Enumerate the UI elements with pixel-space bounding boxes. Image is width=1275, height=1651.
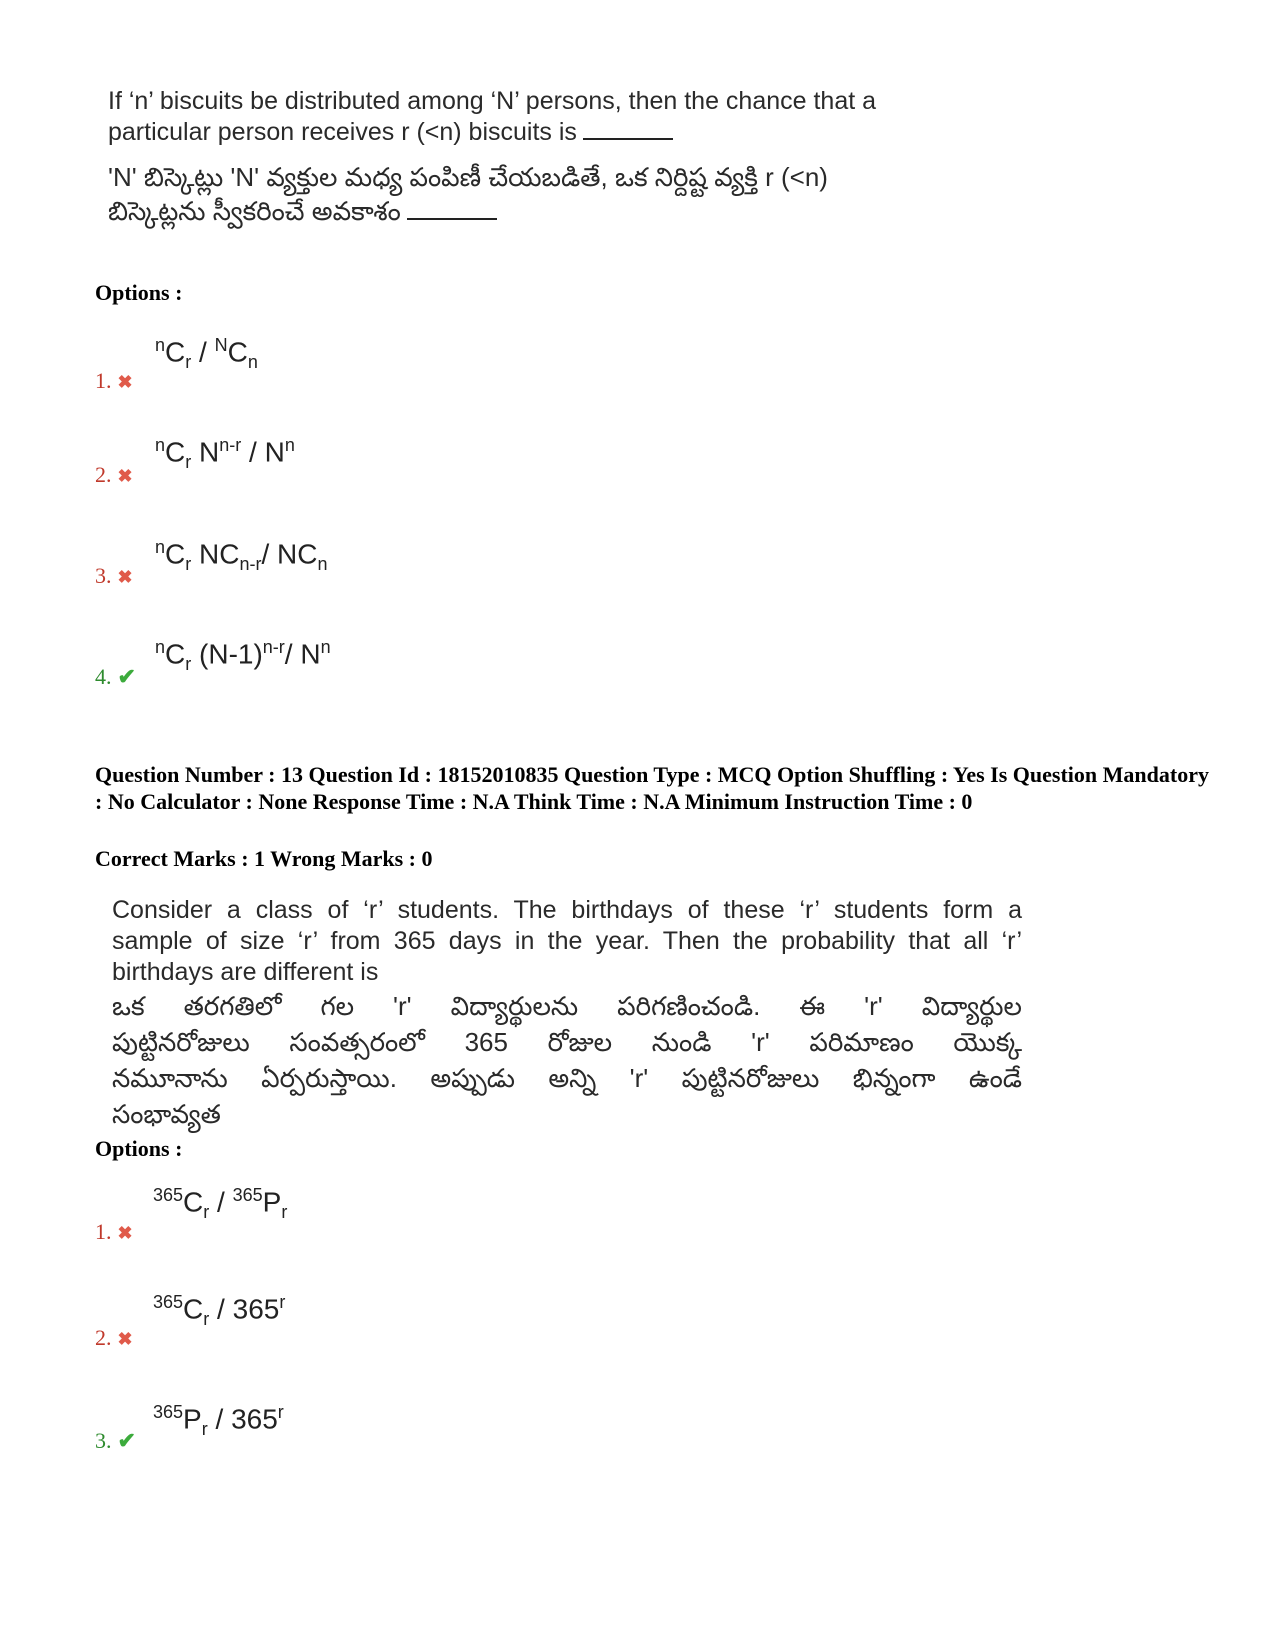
q13-text-te-line4: సంభావ్యత <box>112 1099 221 1129</box>
q13-question-text <box>112 895 1022 1132</box>
q12-options-label: Options : <box>95 280 183 305</box>
formula-sub: r <box>203 1308 210 1329</box>
option-number: 3. <box>95 563 112 588</box>
option-number: 4. <box>95 664 112 689</box>
formula-sub: r <box>185 351 192 372</box>
formula-sup: n <box>284 435 295 455</box>
wrong-cross-icon: ✖ <box>117 1329 133 1349</box>
formula-sep: / 365 <box>209 1293 280 1325</box>
option-number: 2. <box>95 1325 112 1350</box>
q12-text-te-line2 <box>108 194 1008 228</box>
formula-sub: r <box>203 1201 210 1222</box>
q13-option-2[interactable] <box>95 1325 133 1351</box>
formula-term: N <box>191 436 220 468</box>
wrong-cross-icon: ✖ <box>117 1223 133 1243</box>
q13-option-3-formula <box>153 1402 284 1440</box>
q13-meta-info: Question Number : 13 Question Id : 18152010835 Question Type : MCQ Option Shuffling : Yes Is Question Mandatory : No Calculator : None Response Time : N.A Think Time : N.A Minimum Instruction Time : 0 <box>95 762 1209 814</box>
formula-sup: n <box>155 637 166 657</box>
formula-sub: n-r <box>239 553 262 574</box>
formula-term: C <box>183 1186 204 1218</box>
formula-sep: / N <box>284 638 321 670</box>
formula-term: C <box>165 436 186 468</box>
formula-sup: 365 <box>153 1185 184 1205</box>
wrong-cross-icon: ✖ <box>117 466 133 486</box>
formula-term: C <box>227 336 248 368</box>
answer-blank <box>583 137 673 140</box>
q12-text-en-line2 <box>108 117 1008 148</box>
correct-check-icon: ✔ <box>117 664 136 689</box>
q12-option-2[interactable] <box>95 462 133 488</box>
q12-option-4-formula <box>155 637 331 675</box>
q13-marks-info: Correct Marks : 1 Wrong Marks : 0 <box>95 846 433 871</box>
formula-sup: r <box>277 1402 284 1422</box>
q13-option-2-formula <box>153 1292 285 1330</box>
q12-question-text <box>108 86 1008 228</box>
formula-term: C <box>183 1293 204 1325</box>
formula-sup: 365 <box>153 1402 184 1422</box>
q12-option-4[interactable] <box>95 664 136 690</box>
formula-sub: r <box>201 1418 208 1439</box>
formula-sub: r <box>185 653 192 674</box>
q12-option-3[interactable] <box>95 563 133 589</box>
formula-sub: r <box>185 553 192 574</box>
formula-sup: n <box>155 335 166 355</box>
q13-text-en-line2: sample of size ‘r’ from 365 days in the year. Then the probability that all ‘r’ <box>112 927 1022 955</box>
q13-option-3[interactable] <box>95 1428 136 1454</box>
formula-sup: n <box>155 435 166 455</box>
formula-sup: n-r <box>219 435 242 455</box>
formula-sup: r <box>279 1292 286 1312</box>
formula-sep: / 365 <box>207 1403 278 1435</box>
q12-text-en-line1: If ‘n’ biscuits be distributed among ‘N’ persons, then the chance that a <box>108 87 877 115</box>
answer-blank <box>407 217 497 220</box>
formula-sep: / NC <box>261 538 318 570</box>
q13-text-te-line1: ఒక తరగతిలో గల 'r' విద్యార్థులను పరిగణించండి. ఈ 'r' విద్యార్థుల <box>112 991 1022 1021</box>
wrong-cross-icon: ✖ <box>117 567 133 587</box>
formula-sub: n <box>317 553 328 574</box>
option-number: 1. <box>95 368 112 393</box>
formula-sub: r <box>185 451 192 472</box>
q12-text-en-line2-content: particular person receives r (<n) biscuits is <box>108 118 577 146</box>
formula-sep: / <box>191 336 215 368</box>
formula-sup: 365 <box>153 1292 184 1312</box>
q12-option-1[interactable] <box>95 368 133 394</box>
option-number: 2. <box>95 462 112 487</box>
q13-option-1-formula <box>153 1185 287 1223</box>
formula-term: (N-1) <box>191 638 263 670</box>
q12-option-3-formula <box>155 537 328 575</box>
wrong-cross-icon: ✖ <box>117 372 133 392</box>
q13-option-1[interactable] <box>95 1219 133 1245</box>
formula-term: C <box>165 538 186 570</box>
formula-term: C <box>165 336 186 368</box>
formula-sup: n <box>155 537 166 557</box>
option-number: 3. <box>95 1428 112 1453</box>
formula-sep: / <box>209 1186 233 1218</box>
formula-sub: n <box>247 351 258 372</box>
formula-sup: N <box>214 335 228 355</box>
q12-text-te-line2-content: బిస్కెట్లను స్వీకరించే అవకాశం <box>108 196 401 226</box>
q13-text-en-line3: birthdays are different is <box>112 958 379 986</box>
q13-text-en-line1: Consider a class of ‘r’ students. The birthdays of these ‘r’ students form a <box>112 896 1022 924</box>
q13-text-te-line3: నమూనాను ఏర్పరుస్తాయి. అప్పుడు అన్ని 'r' పుట్టినరోజులు భిన్నంగా ఉండే <box>112 1063 1022 1093</box>
q12-option-2-formula <box>155 435 295 473</box>
q12-option-1-formula <box>155 335 258 373</box>
formula-sup: 365 <box>232 1185 263 1205</box>
formula-sep: / N <box>241 436 285 468</box>
formula-sup: n <box>320 637 331 657</box>
q13-text-te-line2: పుట్టినరోజులు సంవత్సరంలో 365 రోజుల నుండి 'r' పరిమాణం యొక్క <box>112 1027 1022 1057</box>
option-number: 1. <box>95 1219 112 1244</box>
q12-text-te-line1: 'N' బిస్కెట్లు 'N' వ్యక్తుల మధ్య పంపిణీ చేయబడితే, ఒక నిర్దిష్ట వ్యక్తి r (<n) <box>108 162 828 192</box>
formula-term: C <box>165 638 186 670</box>
correct-check-icon: ✔ <box>117 1428 136 1453</box>
formula-term: P <box>183 1403 202 1435</box>
formula-term: P <box>262 1186 282 1218</box>
formula-sub: r <box>281 1201 288 1222</box>
formula-term: NC <box>191 538 240 570</box>
q13-options-label: Options : <box>95 1136 183 1161</box>
formula-sup: n-r <box>262 637 285 657</box>
